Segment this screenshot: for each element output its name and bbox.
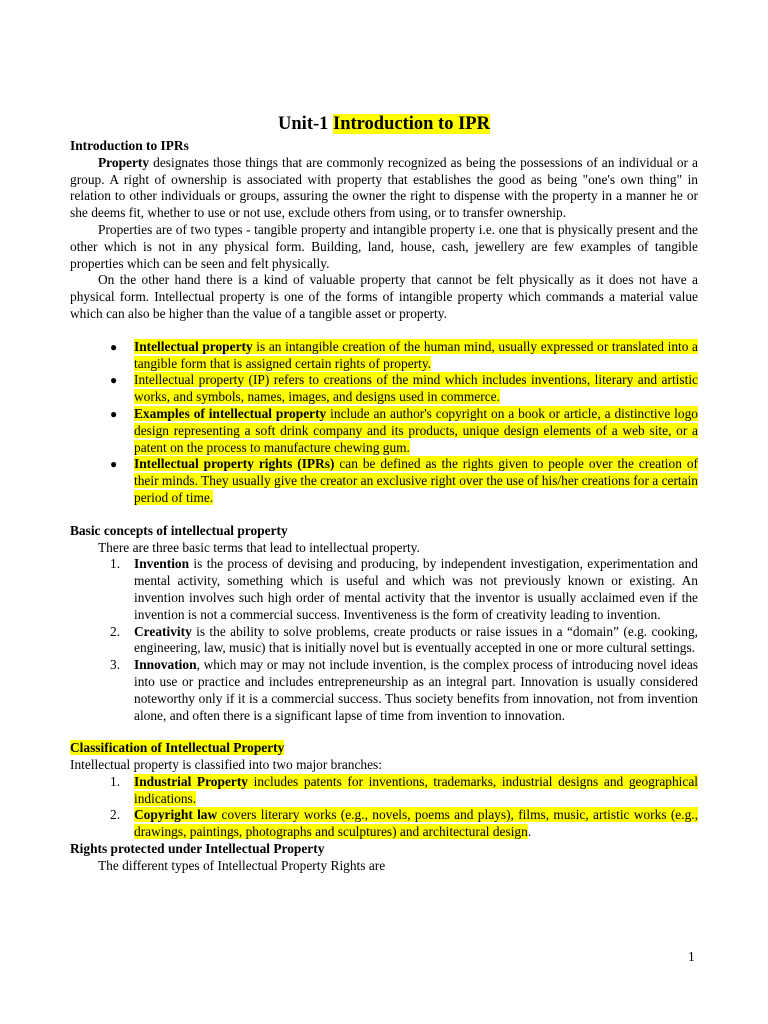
- list-item: [70, 624, 698, 658]
- item-text: , which may or may not include invention, is the complex process of introducing novel ideas into use or practice and includes entrepreneurship as an integral part. Innovation is usually considered noteworthy only if it is a commercial success. Thus society benefits from innovation, not from invention alone, and often there is a significant lapse of time from invention to innovation.: [134, 657, 698, 723]
- basic-concepts-lead: There are three basic terms that lead to intellectual property.: [98, 539, 420, 555]
- item-text: includes patents for inventions, trademarks, industrial designs and geographical indications.: [134, 773, 698, 806]
- bullet-bold: Intellectual property rights (IPRs): [134, 456, 335, 472]
- item-number: 2.: [110, 807, 121, 823]
- item-tail: .: [527, 824, 532, 840]
- item-text: covers literary works (e.g., novels, poems and plays), films, music, artistic works (e.g., drawings, paintings, photographs and sculptures) and architectural design: [134, 807, 698, 840]
- intro-paragraph-1: [70, 155, 698, 222]
- bullet-text: can be defined as the rights given to people over the creation of their minds. They usually give the creator an exclusive right over the use of his/her creations for a certain period of time.: [134, 456, 698, 505]
- item-bold: Innovation: [134, 657, 197, 673]
- classification-heading: [70, 740, 698, 757]
- classification-heading-text: Classification of Intellectual Property: [70, 740, 285, 756]
- list-item: [70, 807, 698, 841]
- intro-paragraph-2: Properties are of two types - tangible property and intangible property i.e. one that is physically present and the other which is not in any physical form. Building, land, house, cash, jewellery are few examples of tangible properties which can be seen and felt physically.: [70, 221, 698, 271]
- item-bold: Industrial Property: [134, 773, 248, 789]
- item-text: is the process of devising and producing, by independent investigation, experimentation and mental activity, something which is useful and which was not previously known or existing. An invention involves such high order of mental activity that the inventor is usually acclaimed even if the invention is not a commercial success. Inventiveness is the form of creativity leading to invention.: [134, 556, 698, 622]
- item-number: 1.: [110, 773, 121, 789]
- rights-heading: Rights protected under Intellectual Property: [70, 841, 325, 857]
- list-item: [70, 339, 698, 373]
- list-item: [70, 372, 698, 406]
- page-title: [70, 112, 698, 136]
- intro-p1-bold: Property: [98, 154, 150, 170]
- page-number: 1: [688, 949, 695, 964]
- page-content: [70, 112, 698, 875]
- bullet-text: is an intangible creation of the human mind, usually expressed or translated into a tangible form that is assigned certain rights of property.: [134, 338, 698, 371]
- section-gap: [70, 507, 698, 523]
- basic-concepts-list: [70, 556, 698, 724]
- intro-paragraph-3: On the other hand there is a kind of valuable property that cannot be felt physically as it does not have a physical form. Intellectual property is one of the forms of intangible property which commands a material value which can also be higher than the value of a tangible asset or property.: [70, 272, 698, 321]
- bullet-icon: ●: [110, 457, 118, 472]
- section-gap: [70, 724, 698, 740]
- item-number: 2.: [110, 623, 121, 639]
- item-number: 3.: [110, 657, 121, 673]
- bullet-icon: ●: [110, 339, 118, 354]
- bullet-icon: ●: [110, 406, 118, 421]
- list-item: [70, 556, 698, 623]
- item-bold: Copyright law: [134, 807, 218, 823]
- bullet-text: Intellectual property (IP) refers to creations of the mind which includes inventions, literary and artistic works, and symbols, names, images, and designs used in commerce.: [134, 372, 698, 405]
- bullet-bold: Examples of intellectual property: [134, 405, 327, 421]
- item-bold: Creativity: [134, 623, 192, 639]
- bullet-text: include an author's copyright on a book or article, a distinctive logo design representing a soft drink company and its products, unique design elements of a web site, or a patent on the process to manufacture chewing gum.: [134, 405, 698, 455]
- list-item: [70, 774, 698, 808]
- ip-definition-list: [70, 339, 698, 507]
- title-highlight: Introduction to IPR: [333, 114, 490, 134]
- list-item: [70, 456, 698, 506]
- bullet-icon: ●: [110, 373, 118, 388]
- classification-lead: Intellectual property is classified into two major branches:: [70, 757, 382, 773]
- list-item: [70, 406, 698, 456]
- bullet-bold: Intellectual property: [134, 338, 253, 354]
- intro-p1-text: designates those things that are commonly recognized as being the possessions of an individual or a group. A right of ownership is associated with property that establishes the good as being "one's own thing" in relation to other individuals or groups, assuring the owner the right to dispense with the property in a manner he or she deems fit, whether to use or not use, exclude others from using, or to transfer ownership.: [70, 154, 698, 221]
- item-bold: Invention: [134, 556, 190, 572]
- list-item: [70, 657, 698, 724]
- item-text: is the ability to solve problems, create products or raise issues in a “domain” (e.g. cooking, engineering, law, music) that is initially novel but is eventually accepted in one or more cultural settings.: [134, 623, 698, 656]
- intro-heading: Introduction to IPRs: [70, 138, 189, 153]
- basic-concepts-heading: Basic concepts of intellectual property: [70, 522, 288, 538]
- rights-lead: The different types of Intellectual Property Rights are: [98, 857, 386, 873]
- item-number: 1.: [110, 556, 121, 572]
- title-prefix: Unit-1: [278, 114, 334, 134]
- classification-list: [70, 774, 698, 841]
